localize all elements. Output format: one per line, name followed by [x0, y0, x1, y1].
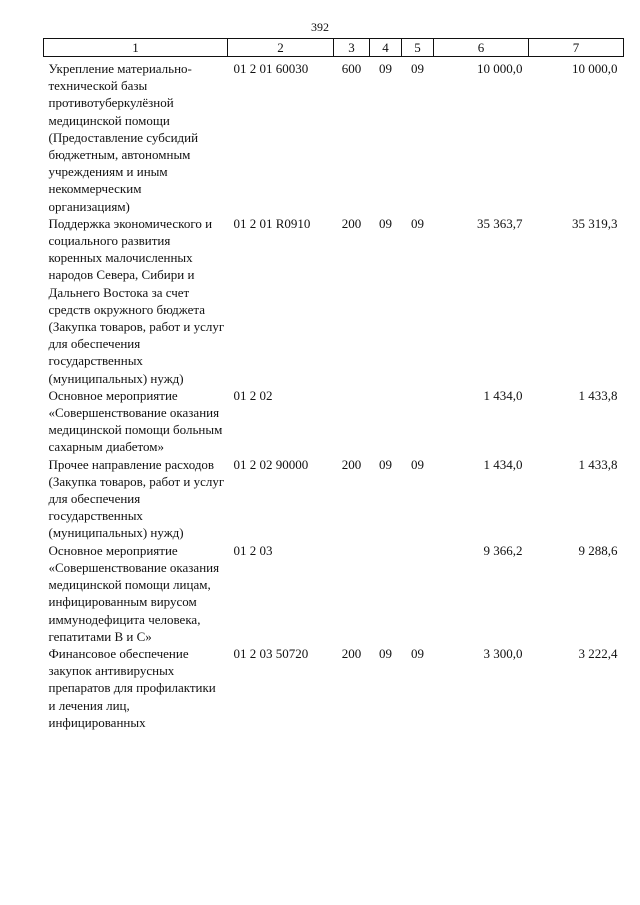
column-header-2: 2 [228, 39, 334, 57]
row-amount-actual: 1 433,8 [578, 387, 618, 403]
table-row [44, 542, 624, 645]
row-subsection: 09 [411, 61, 424, 76]
row-subsection [402, 387, 434, 456]
row-amount-planned: 1 434,0 [483, 387, 523, 403]
table-row [44, 215, 624, 387]
header-row [44, 39, 624, 57]
row-amount-planned: 1 434,0 [483, 456, 523, 472]
row-name: Прочее направление расходов (Закупка товаров, работ и услуг для обеспечения государственных (муниципальных) нужд) [48, 456, 225, 541]
row-name: Основное мероприятие «Совершенствование оказания медицинской помощи лицам, инфицированным вирусом иммунодефицита человека, гепатитами В и С» [48, 542, 220, 644]
row-section: 09 [379, 61, 392, 76]
column-header-5: 5 [402, 39, 434, 57]
row-name: Укрепление материально-технической базы противотуберкулёзной медицинской помощи (Предоставление субсидий бюджетным, автономным учреждениям и иным некоммерческим организациям) [48, 61, 199, 214]
row-amount-planned: 9 366,2 [483, 542, 523, 558]
column-header-6: 6 [434, 39, 529, 57]
column-header-3: 3 [334, 39, 370, 57]
budget-table [43, 38, 624, 731]
row-subsection [402, 542, 434, 645]
row-section: 09 [379, 645, 392, 661]
page-number: 392 [311, 20, 329, 34]
row-subsection: 09 [411, 645, 424, 661]
table-row [44, 57, 624, 215]
row-amount-actual: 3 222,4 [578, 645, 618, 661]
row-expense-type: 200 [341, 456, 362, 472]
row-amount-actual: 35 319,3 [572, 215, 618, 231]
column-header-4: 4 [370, 39, 402, 57]
row-section: 09 [379, 456, 392, 472]
table-row [44, 456, 624, 542]
table-row [44, 387, 624, 456]
column-header-7: 7 [529, 39, 624, 57]
row-subsection: 09 [411, 215, 424, 231]
row-amount-actual: 10 000,0 [572, 61, 618, 76]
row-amount-planned: 35 363,7 [477, 215, 523, 231]
row-expense-type: 600 [341, 61, 362, 76]
row-code: 01 2 02 90000 [233, 456, 309, 472]
table-row [44, 645, 624, 731]
row-amount-actual: 1 433,8 [578, 456, 618, 472]
row-expense-type [334, 542, 370, 645]
row-code: 01 2 01 R0910 [233, 215, 311, 231]
row-code: 01 2 01 60030 [233, 61, 309, 76]
row-name: Основное мероприятие «Совершенствование оказания медицинской помощи больным сахарным диабетом» [48, 387, 223, 455]
row-amount-planned: 3 300,0 [483, 645, 523, 661]
row-section: 09 [379, 215, 392, 231]
column-header-1: 1 [44, 39, 228, 57]
row-section [370, 387, 402, 456]
row-name: Финансовое обеспечение закупок антивирусных препаратов для профилактики и лечения лиц, инфицированных [48, 645, 216, 730]
row-code: 01 2 03 [233, 542, 273, 558]
row-amount-actual: 9 288,6 [578, 542, 618, 558]
row-name: Поддержка экономического и социального развития коренных малочисленных народов Севера, Сибири и Дальнего Востока за счет средств окружного бюджета (Закупка товаров, работ и услуг для обеспечения государственных (муниципальных) нужд) [48, 215, 225, 386]
row-expense-type: 200 [341, 645, 362, 661]
row-expense-type: 200 [341, 215, 362, 231]
row-code: 01 2 03 50720 [233, 645, 309, 661]
row-amount-planned: 10 000,0 [477, 61, 523, 76]
row-code: 01 2 02 [233, 387, 273, 403]
row-subsection: 09 [411, 456, 424, 472]
row-expense-type [334, 387, 370, 456]
row-section [370, 542, 402, 645]
